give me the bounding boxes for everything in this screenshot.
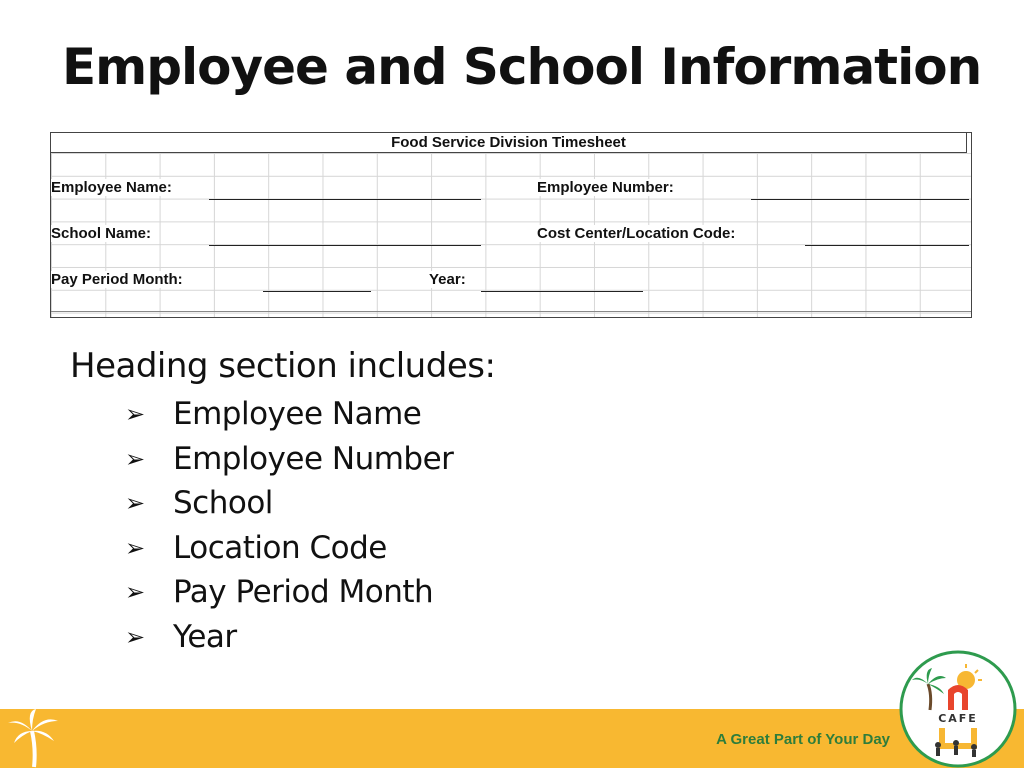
section-heading: Heading section includes:	[70, 346, 496, 386]
arrow-bullet-icon: ➢	[125, 533, 145, 562]
arrow-bullet-icon: ➢	[125, 400, 145, 429]
cost-center-label: Cost Center/Location Code:	[537, 225, 738, 242]
timesheet-bottom-rule	[51, 311, 971, 312]
employee-name-label: Employee Name:	[51, 179, 175, 196]
year-label: Year:	[429, 271, 469, 288]
school-name-label: School Name:	[51, 225, 154, 242]
slide-title: Employee and School Information	[62, 38, 982, 96]
palm-tree-icon	[6, 709, 66, 768]
list-item: ➢ Pay Period Month	[125, 574, 434, 611]
bullet-list	[125, 392, 453, 659]
list-item: ➢ Employee Name	[125, 396, 422, 433]
employee-number-label: Employee Number:	[537, 179, 677, 196]
list-item: ➢ Year	[125, 618, 237, 655]
footer-tagline: A Great Part of Your Day	[716, 731, 890, 748]
timesheet-header: Food Service Division Timesheet	[51, 133, 967, 153]
school-name-field[interactable]	[209, 245, 481, 246]
arrow-bullet-icon: ➢	[125, 444, 145, 473]
cost-center-field[interactable]	[805, 245, 969, 246]
list-item: ➢ Employee Number	[125, 440, 454, 477]
employee-name-field[interactable]	[209, 199, 481, 200]
year-field[interactable]	[481, 291, 643, 292]
employee-number-field[interactable]	[751, 199, 969, 200]
pay-period-label: Pay Period Month:	[51, 271, 186, 288]
arrow-bullet-icon: ➢	[125, 622, 145, 651]
list-item: ➢ Location Code	[125, 529, 387, 566]
logo-text: CAFE	[938, 712, 978, 725]
arrow-bullet-icon: ➢	[125, 489, 145, 518]
list-item: ➢ School	[125, 485, 273, 522]
arrow-bullet-icon: ➢	[125, 578, 145, 607]
pay-period-field[interactable]	[263, 291, 371, 292]
timesheet-table	[50, 132, 972, 318]
footer-bar	[0, 709, 1024, 768]
cafe-logo	[898, 650, 1018, 768]
